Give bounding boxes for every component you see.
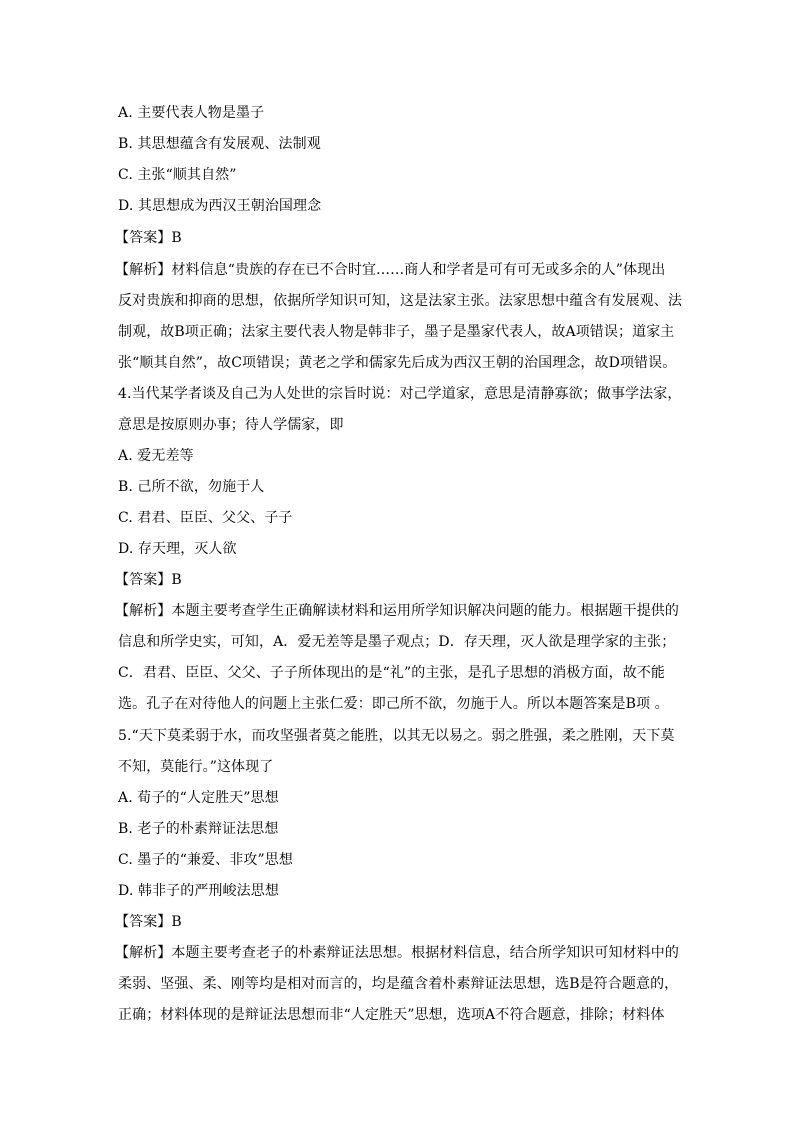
q4-answer: 【答案】B [115,572,182,588]
q5-option-a: A. 荀子的“人定胜天”思想 [118,790,279,806]
q4-analysis-line-1: 【解析】本题主要考查学生正确解读材料和运用所学知识解决问题的能力。根据题干提供的 [115,603,679,619]
q3-answer: 【答案】B [115,230,182,246]
q5-option-c: C. 墨子的“兼爱、非攻”思想 [118,852,293,868]
q5-option-b: B. 老子的朴素辩证法思想 [118,821,279,837]
q3-analysis-line-2: 反对贵族和抑商的思想，依据所学知识可知，这是法家主张。法家思想中蕴含有发展观、法 [118,293,682,309]
q5-stem-line-1: 5.“天下莫柔弱于水，而攻坚强者莫之能胜，以其无以易之。弱之胜强，柔之胜刚，天下莫 [118,728,675,744]
q3-analysis-line-1: 【解析】材料信息“贵族的存在已不合时宜……商人和学者是可有可无或多余的人”体现出 [115,262,666,278]
q4-analysis-line-2: 信息和所学史实，可知，A．爱无差等是墨子观点；D．存天理，灭人欲是理学家的主张； [118,634,676,650]
q3-option-a: A. 主要代表人物是墨子 [118,105,265,121]
q3-option-c: C. 主张“顺其自然” [118,167,237,183]
q4-option-b: B. 己所不欲，勿施于人 [118,479,265,495]
q5-analysis-line-1: 【解析】本题主要考查老子的朴素辩证法思想。根据材料信息，结合所学知识可知材料中的 [115,945,679,961]
q5-stem-line-2: 不知，莫能行。”这体现了 [118,759,274,775]
q5-option-d: D. 韩非子的严刑峻法思想 [118,883,279,899]
q5-analysis-line-3: 正确；材料体现的是辩证法思想而非“人定胜天”思想，选项A不符合题意，排除；材料体 [118,1007,665,1023]
q4-option-a: A. 爱无差等 [118,448,194,464]
q5-answer: 【答案】B [115,914,182,930]
q4-option-c: C. 君君、臣臣、父父、子子 [118,510,293,526]
q4-stem-line-2: 意思是按原则办事；待人学儒家，即 [118,417,344,433]
q4-option-d: D. 存天理，灭人欲 [118,541,237,557]
q3-option-b: B. 其思想蕴含有发展观、法制观 [118,136,321,152]
q3-analysis-line-4: 张“顺其自然”，故C项错误；黄老之学和儒家先后成为西汉王朝的治国理念，故D项错误。 [118,355,677,371]
q3-option-d: D. 其思想成为西汉王朝治国理念 [118,198,322,214]
q3-analysis-line-3: 制观，故B项正确；法家主要代表人物是韩非子，墨子是墨家代表人，故A项错误；道家主 [118,324,675,340]
q5-analysis-line-2: 柔弱、坚强、柔、刚等均是相对而言的，均是蕴含着朴素辩证法思想，选B是符合题意的， [118,976,679,992]
q4-stem-line-1: 4.当代某学者谈及自己为人处世的宗旨时说：对己学道家，意思是清静寡欲；做事学法家， [118,386,682,402]
q4-analysis-line-4: 选。孔子在对待他人的问题上主张仁爱：即己所不欲，勿施于人。所以本题答案是B项 。 [118,696,669,712]
q4-analysis-line-3: C．君君、臣臣、父父、子子所体现出的是“礼”的主张，是孔子思想的消极方面，故不能 [118,665,666,681]
